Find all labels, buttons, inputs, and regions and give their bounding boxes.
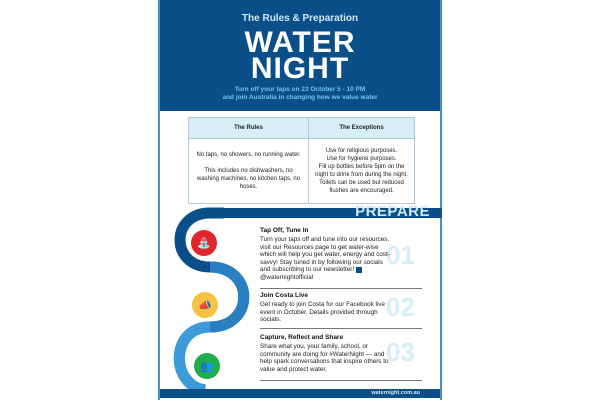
exceptions-cell <box>309 139 415 204</box>
step-body: Get ready to join Costa for our Facebook live event in October. Details provided through socials. <box>260 301 385 324</box>
step-title: Join Costa Live <box>260 292 309 299</box>
poster-subtitle: The Rules & Preparation <box>241 13 359 24</box>
step-body <box>260 236 392 282</box>
people-icon: 👥 <box>194 353 220 379</box>
exception-text: Use for hygiene purposes. <box>326 156 397 162</box>
megaphone-icon: 📣 <box>192 292 218 318</box>
social-icon <box>356 267 362 273</box>
title-water: WATER <box>244 26 356 59</box>
exception-text: Fill up bottles before 5pm on the night to drink from during the night. <box>315 164 408 178</box>
divider <box>260 328 422 329</box>
step-text: to get water-wise which will help you get water, energy and cost-savvy! Stay tuned in by following our socials and subscribing to our newsletter! <box>260 243 390 274</box>
tagline-2: and join Australia in changing how we value water <box>222 94 378 101</box>
tagline-1: Turn off your taps on 23 October 5 - 10 PM <box>234 86 366 93</box>
social-handle-link[interactable]: @waternightofficial <box>260 273 314 281</box>
exception-text: Toilets can be used but reduced flushes are encouraged. <box>319 180 404 194</box>
step-number: 02 <box>386 292 415 322</box>
step-number: 03 <box>386 337 415 367</box>
step-text: Turn your taps off and tune into our resources, visit our <box>260 236 390 251</box>
rules-cell <box>189 139 309 204</box>
divider <box>260 380 422 381</box>
step-title: Tap Off, Tune In <box>260 227 309 234</box>
poster <box>158 0 442 400</box>
header <box>160 0 440 111</box>
website-link[interactable]: waternight.com.au <box>371 390 420 396</box>
rule-text: This includes no dishwashers, no washing machines, no kitchen taps, no hoses. <box>196 168 301 190</box>
tap-icon: ⛲ <box>191 230 217 256</box>
exception-text: Use for religious purposes. <box>325 148 398 154</box>
resources-link[interactable]: Resources page <box>283 243 330 251</box>
exceptions-header: The Exceptions <box>309 118 415 139</box>
rules-table <box>188 117 415 204</box>
footer-bar <box>160 389 440 398</box>
rule-text: No taps, no showers, no running water. <box>196 152 301 158</box>
step-number: 01 <box>386 240 415 270</box>
step-title: Capture, Reflect and Share <box>260 334 344 341</box>
prepare-heading: PREPARE <box>355 203 430 220</box>
rules-header: The Rules <box>189 118 309 139</box>
title-night: NIGHT <box>250 52 350 85</box>
divider <box>260 288 422 289</box>
step-body: Share what you, your family, school, or community are doing for #WaterNight — and help spark conversations that inspire others to value and protect water. <box>260 343 389 373</box>
